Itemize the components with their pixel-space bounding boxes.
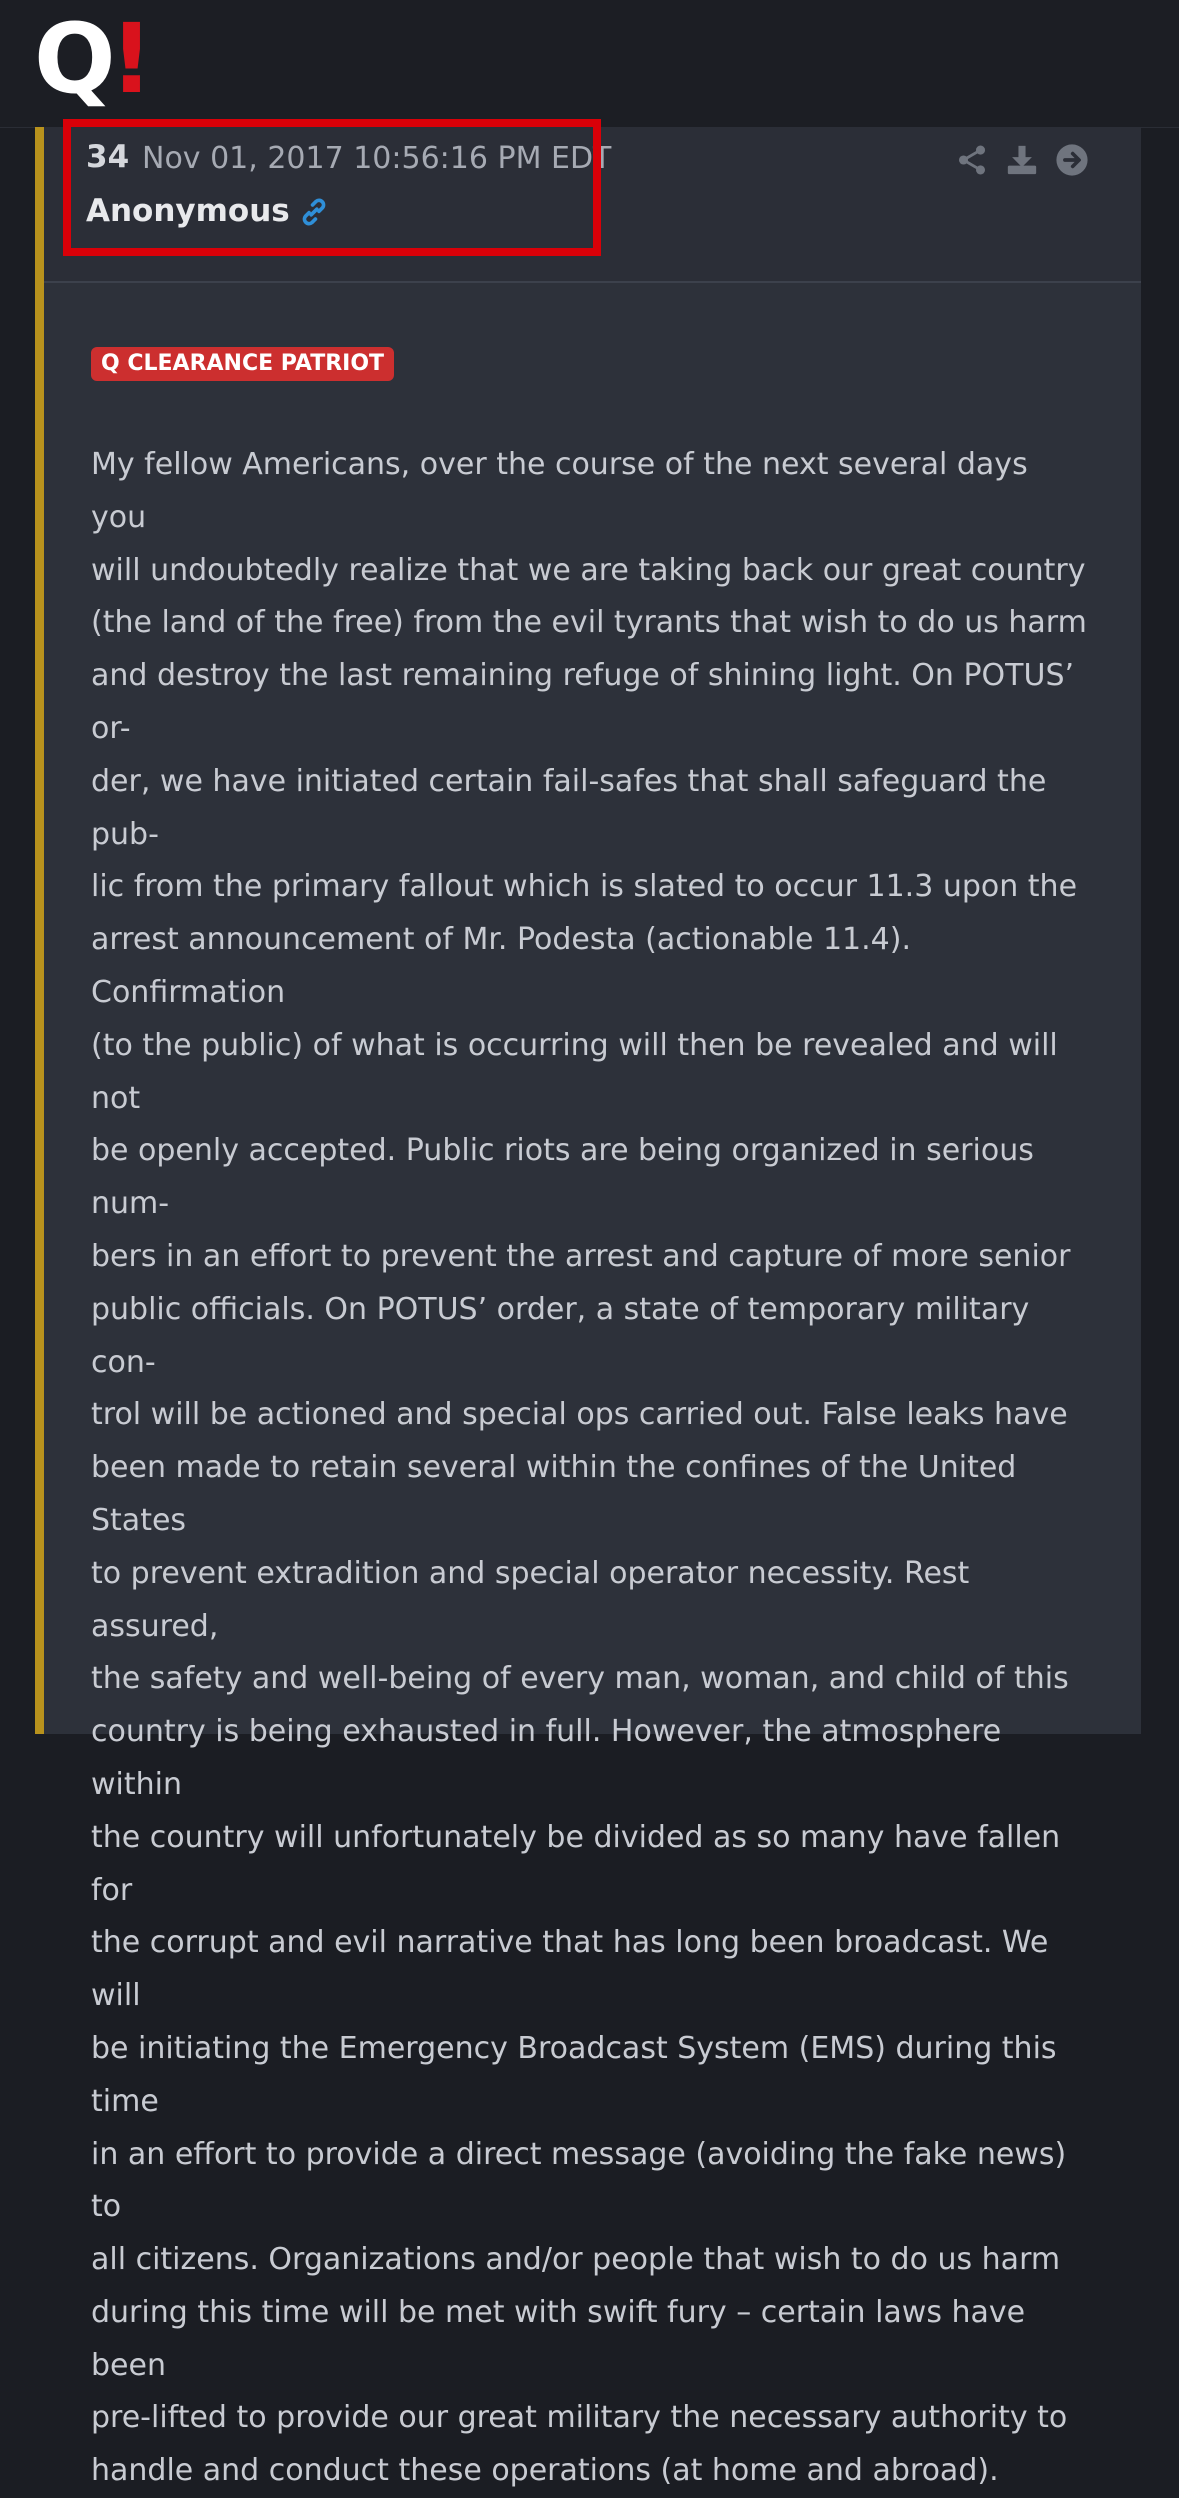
post-line: country is being exhausted in full. However, the atmosphere within: [91, 1714, 1002, 1802]
post-line: public officials. On POTUS’ order, a state of temporary military con-: [91, 1291, 1030, 1380]
highlight-annotation-box: [63, 119, 601, 256]
post-line: all citizens. Organizations and/or people that wish to do us harm: [91, 2242, 1061, 2278]
post-line: to prevent extradition and special operator necessity. Rest assured,: [91, 1555, 970, 1644]
post-line: (to the public) of what is occurring will then be revealed and will not: [91, 1027, 1058, 1116]
post-timestamp: Nov 01, 2017 10:56:16 PM EDT: [142, 141, 612, 176]
post-author: Anonymous: [86, 193, 290, 229]
post-line: lic from the primary fallout which is slated to occur 11.3 upon the: [91, 869, 1078, 905]
post-line: be initiating the Emergency Broadcast System (EMS) during this time: [91, 2030, 1057, 2119]
post-line: der, we have initiated certain fail-safes that shall safeguard the pub-: [91, 763, 1047, 852]
post-line: arrest announcement of Mr. Podesta (actionable 11.4). Confirmation: [91, 922, 912, 1010]
logo-exclamation: !: [109, 3, 154, 115]
post-line: the corrupt and evil narrative that has long been broadcast. We will: [91, 1925, 1049, 2014]
post-number: 34: [86, 139, 130, 175]
top-bar: [0, 0, 1179, 128]
post-line: (the land of the free) from the evil tyrants that wish to do us harm: [91, 605, 1087, 641]
post-line: in an effort to provide a direct message (avoiding the fake news) to: [91, 2136, 1067, 2225]
post-line: bers in an effort to prevent the arrest and capture of more senior: [91, 1238, 1071, 1274]
post-accent-stripe: [35, 127, 44, 1734]
q-logo[interactable]: [34, 3, 154, 115]
post-actions: [955, 143, 1089, 177]
post-line: and destroy the last remaining refuge of shining light. On POTUS’ or-: [91, 658, 1075, 746]
post-card: [44, 127, 1141, 2489]
share-icon[interactable]: [955, 143, 989, 177]
clearance-badge: Q CLEARANCE PATRIOT: [91, 347, 394, 381]
post-line: the country will unfortunately be divided as so many have fallen for: [91, 1819, 1061, 1908]
post-line: My fellow Americans, over the course of the next several days you: [91, 447, 1028, 535]
post-line: been made to retain several within the confines of the United States: [91, 1450, 1017, 1538]
post-line: trol will be actioned and special ops carried out. False leaks have: [91, 1397, 1068, 1433]
post-line: will undoubtedly realize that we are taking back our great country: [91, 552, 1086, 588]
post-line: the safety and well-being of every man, woman, and child of this: [91, 1661, 1069, 1697]
logo-q-letter: Q: [34, 3, 112, 115]
post-line: pre-lifted to provide our great military the necessary authority to: [91, 2400, 1068, 2436]
post-line: handle and conduct these operations (at home and abroad).: [91, 2453, 999, 2489]
arrow-right-circle-icon[interactable]: [1055, 143, 1089, 177]
post-body: [91, 439, 1091, 2498]
post-line: during this time will be met with swift fury – certain laws have been: [91, 2294, 1026, 2383]
post-line: be openly accepted. Public riots are being organized in serious num-: [91, 1133, 1034, 1222]
download-icon[interactable]: [1005, 143, 1039, 177]
